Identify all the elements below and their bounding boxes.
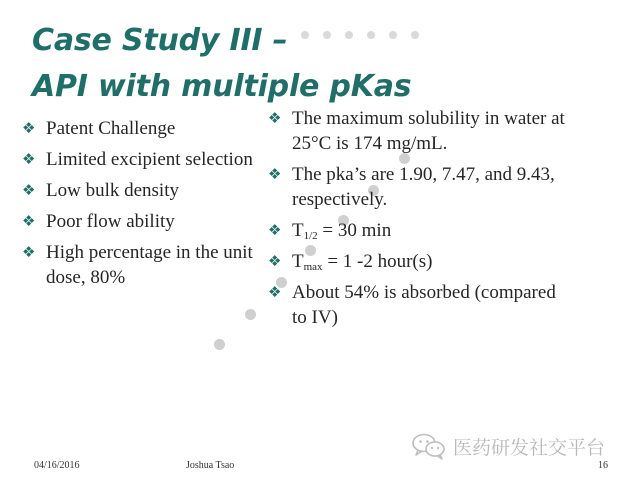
bullet-text-solubility: The maximum solubility in water at 25°C is 174 mg/mL.: [292, 108, 565, 154]
bullet-text: Low bulk density: [46, 180, 179, 201]
bullet-text-pka: The pka’s are 1.90, 7.47, and 9.43, respectively.: [292, 164, 555, 210]
right-bullet-list: [268, 106, 568, 336]
decor-dot: [245, 309, 256, 320]
bullet-diamond-icon: ❖: [22, 119, 36, 137]
decor-dot: [389, 31, 397, 39]
title-line-2: API with multiple pKas: [32, 69, 412, 104]
page-number: 16: [598, 460, 608, 471]
bullet-diamond-icon: ❖: [22, 181, 36, 199]
bullet-diamond-icon: ❖: [268, 221, 282, 239]
tmax-value: = 1 -2 hour(s): [322, 251, 433, 272]
list-item: [268, 162, 568, 212]
bullet-diamond-icon: ❖: [268, 165, 282, 183]
watermark: [411, 432, 605, 460]
decor-dot: [301, 31, 309, 39]
list-item: [22, 116, 266, 141]
bullet-diamond-icon: ❖: [268, 283, 282, 301]
slide-title: [32, 18, 411, 110]
bullet-diamond-icon: ❖: [22, 212, 36, 230]
list-item: [22, 147, 266, 172]
tmax-symbol: T: [292, 251, 304, 272]
bullet-diamond-icon: ❖: [268, 109, 282, 127]
footer-date: 04/16/2016: [34, 460, 80, 471]
bullet-text: Patent Challenge: [46, 118, 176, 139]
thalf-subscript: 1/2: [303, 230, 318, 242]
list-item: [268, 106, 568, 156]
tmax-subscript: max: [303, 261, 323, 273]
decor-dot: [214, 339, 225, 350]
list-item: [22, 209, 266, 234]
list-item: [268, 218, 568, 243]
decor-dot: [323, 31, 331, 39]
bullet-text-absorbed: About 54% is absorbed (compared to IV): [292, 282, 556, 328]
watermark-text: 医药研发社交平台: [453, 436, 606, 459]
list-item: [268, 249, 568, 274]
footer-author: Joshua Tsao: [186, 460, 235, 471]
list-item: [22, 240, 266, 290]
decor-dot: [367, 31, 375, 39]
bullet-diamond-icon: ❖: [268, 252, 282, 270]
decor-dot: [345, 31, 353, 39]
thalf-symbol: T: [292, 220, 304, 241]
bullet-diamond-icon: ❖: [22, 243, 36, 261]
title-line-1: Case Study III –: [32, 23, 288, 58]
bullet-text: Poor flow ability: [46, 211, 175, 232]
bullet-diamond-icon: ❖: [22, 150, 36, 168]
decor-dot: [411, 31, 419, 39]
list-item: [268, 280, 568, 330]
left-bullet-list: [22, 116, 266, 296]
bullet-text: High percentage in the unit dose, 80%: [46, 242, 253, 288]
thalf-value: = 30 min: [317, 220, 392, 241]
list-item: [22, 178, 266, 203]
bullet-text: Limited excipient selection: [46, 149, 253, 170]
wechat-icon: [411, 432, 447, 460]
